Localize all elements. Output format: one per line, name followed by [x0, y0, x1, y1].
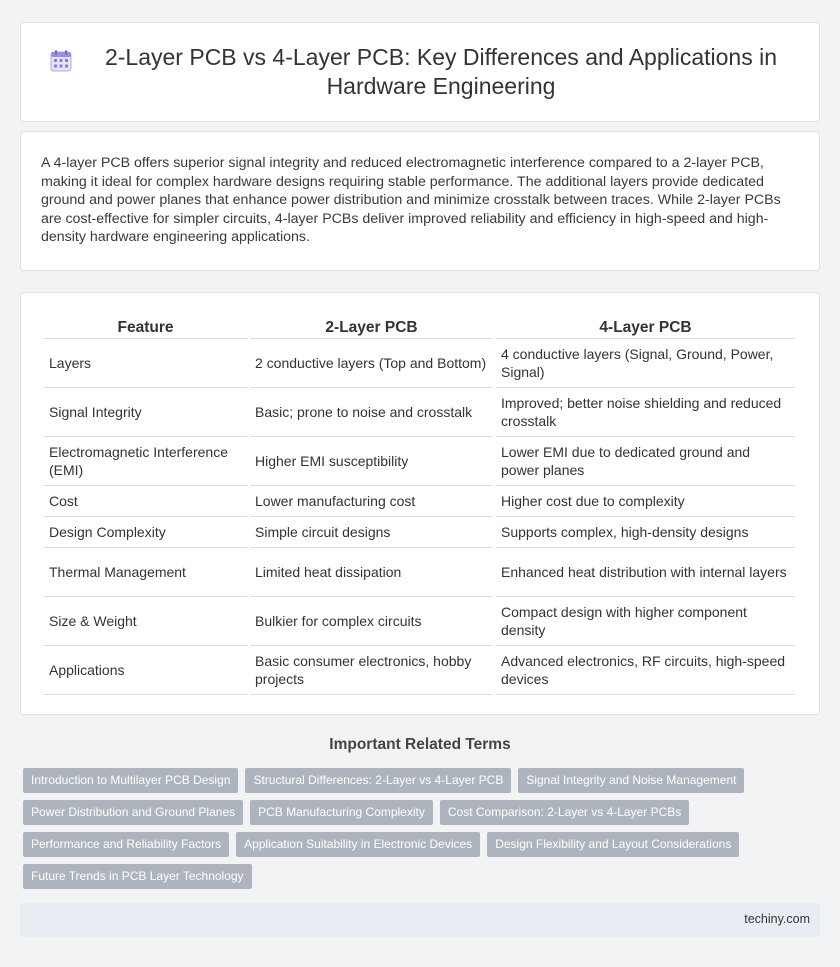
comparison-table	[41, 313, 798, 695]
column-header-2-layer: 2-Layer PCB	[250, 313, 493, 339]
table-header-row	[44, 313, 795, 339]
table-cell-4-layer: Compact design with higher component density	[496, 597, 795, 646]
related-term-tag[interactable]: Power Distribution and Ground Planes	[23, 800, 243, 825]
table-cell-feature: Thermal Management	[44, 548, 247, 597]
table-row	[44, 437, 795, 486]
table-row	[44, 486, 795, 517]
table-cell-feature: Size & Weight	[44, 597, 247, 646]
related-term-tag[interactable]: Performance and Reliability Factors	[23, 832, 229, 857]
table-cell-feature: Cost	[44, 486, 247, 517]
table-cell-2-layer: Lower manufacturing cost	[250, 486, 493, 517]
table-row	[44, 548, 795, 597]
table-cell-2-layer: Basic consumer electronics, hobby projects	[250, 646, 493, 695]
footer	[20, 903, 820, 937]
related-term-tag[interactable]: PCB Manufacturing Complexity	[250, 800, 433, 825]
related-terms-title: Important Related Terms	[329, 736, 511, 753]
table-cell-2-layer: Limited heat dissipation	[250, 548, 493, 597]
related-term-tag[interactable]: Structural Differences: 2-Layer vs 4-Layer PCB	[245, 768, 511, 793]
column-header-4-layer: 4-Layer PCB	[496, 313, 795, 339]
table-cell-4-layer: Enhanced heat distribution with internal layers	[496, 548, 795, 597]
comparison-table-card	[20, 292, 820, 715]
column-header-feature: Feature	[44, 313, 247, 339]
footer-site-name[interactable]: techiny.com	[744, 912, 810, 926]
calendar-grid-icon	[49, 49, 73, 73]
related-terms-list	[23, 768, 803, 896]
table-cell-2-layer: Simple circuit designs	[250, 517, 493, 548]
table-row	[44, 597, 795, 646]
table-cell-2-layer: Basic; prone to noise and crosstalk	[250, 388, 493, 437]
related-term-tag[interactable]: Future Trends in PCB Layer Technology	[23, 864, 252, 889]
table-cell-4-layer: Advanced electronics, RF circuits, high-speed devices	[496, 646, 795, 695]
table-cell-feature: Design Complexity	[44, 517, 247, 548]
summary-card	[20, 131, 820, 271]
table-row	[44, 646, 795, 695]
related-term-tag[interactable]: Application Suitability in Electronic Devices	[236, 832, 480, 857]
table-cell-2-layer: Bulkier for complex circuits	[250, 597, 493, 646]
summary-text: A 4-layer PCB offers superior signal integrity and reduced electromagnetic interference compared to a 2-layer PCB, making it ideal for complex hardware designs requiring stable performance. The additional layers provide dedicated ground and power planes that enhance power distribution and minimize crosstalk between traces. While 2-layer PCBs are cost-effective for simpler circuits, 4-layer PCBs deliver improved reliability and efficiency in high-speed and high-density hardware engineering applications.	[41, 155, 781, 245]
related-term-tag[interactable]: Cost Comparison: 2-Layer vs 4-Layer PCBs	[440, 800, 689, 825]
table-cell-4-layer: 4 conductive layers (Signal, Ground, Power, Signal)	[496, 339, 795, 388]
table-cell-feature: Applications	[44, 646, 247, 695]
page-title: 2-Layer PCB vs 4-Layer PCB: Key Differences and Applications in Hardware Engineering	[104, 44, 778, 99]
related-term-tag[interactable]: Design Flexibility and Layout Considerations	[487, 832, 739, 857]
table-cell-2-layer: Higher EMI susceptibility	[250, 437, 493, 486]
table-row	[44, 339, 795, 388]
table-cell-feature: Signal Integrity	[44, 388, 247, 437]
table-cell-2-layer: 2 conductive layers (Top and Bottom)	[250, 339, 493, 388]
table-cell-4-layer: Supports complex, high-density designs	[496, 517, 795, 548]
related-term-tag[interactable]: Introduction to Multilayer PCB Design	[23, 768, 238, 793]
table-cell-4-layer: Improved; better noise shielding and reduced crosstalk	[496, 388, 795, 437]
related-term-tag[interactable]: Signal Integrity and Noise Management	[518, 768, 744, 793]
table-row	[44, 517, 795, 548]
table-cell-feature: Layers	[44, 339, 247, 388]
table-cell-4-layer: Higher cost due to complexity	[496, 486, 795, 517]
table-cell-4-layer: Lower EMI due to dedicated ground and power planes	[496, 437, 795, 486]
table-row	[44, 388, 795, 437]
header-card	[20, 22, 820, 122]
table-cell-feature: Electromagnetic Interference (EMI)	[44, 437, 247, 486]
title-wrap	[21, 23, 819, 121]
